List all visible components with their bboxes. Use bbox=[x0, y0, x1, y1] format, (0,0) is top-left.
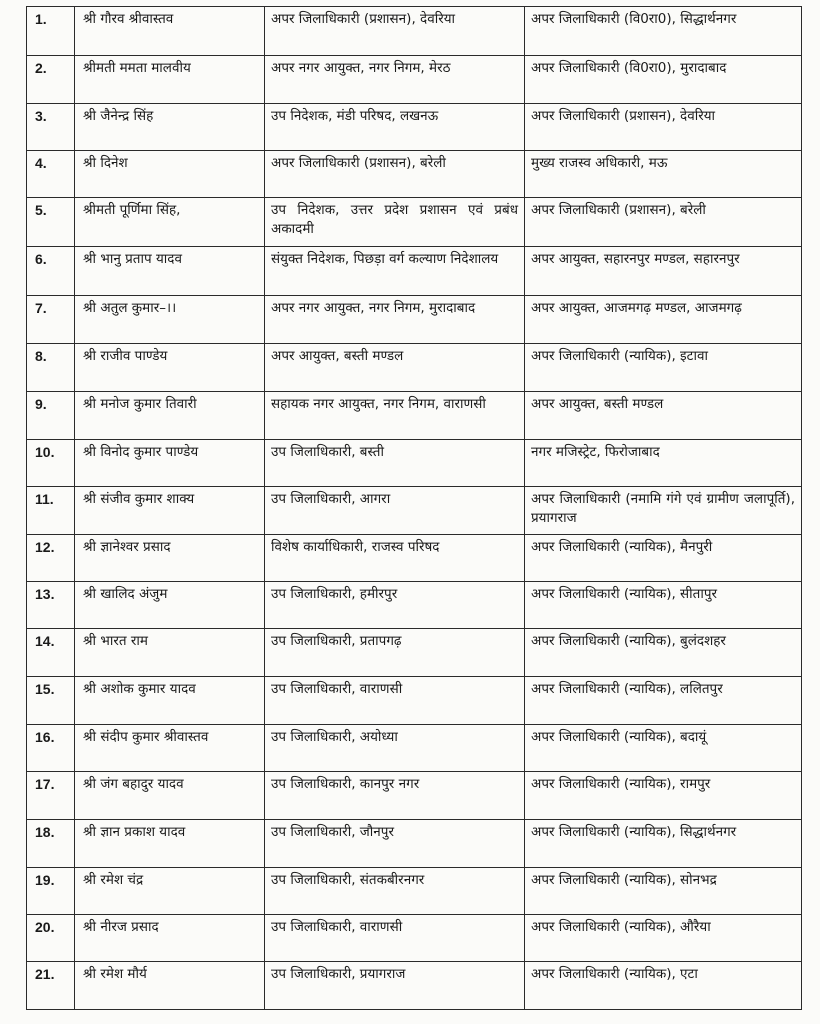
current-post-cell: उप जिलाधिकारी, हमीरपुर bbox=[265, 582, 525, 629]
officer-name-cell: श्री नीरज प्रसाद bbox=[75, 915, 265, 962]
table-row bbox=[27, 868, 802, 915]
table-row bbox=[27, 198, 802, 247]
officer-name-cell: श्री संजीव कुमार शाक्य bbox=[75, 487, 265, 535]
table-row bbox=[27, 582, 802, 629]
serial-number-cell: 21. bbox=[27, 962, 75, 1010]
new-post-cell: अपर आयुक्त, आजमगढ़ मण्डल, आजमगढ़ bbox=[525, 296, 802, 344]
officer-name-cell: श्री ज्ञान प्रकाश यादव bbox=[75, 820, 265, 868]
officer-name-cell: श्री दिनेश bbox=[75, 151, 265, 198]
serial-number-cell: 10. bbox=[27, 440, 75, 487]
current-post-cell: विशेष कार्याधिकारी, राजस्व परिषद bbox=[265, 535, 525, 582]
officer-name-cell: श्री मनोज कुमार तिवारी bbox=[75, 392, 265, 440]
new-post-cell: अपर जिलाधिकारी (न्यायिक), सीतापुर bbox=[525, 582, 802, 629]
new-post-cell: अपर जिलाधिकारी (न्यायिक), ललितपुर bbox=[525, 677, 802, 725]
current-post-cell: उप जिलाधिकारी, प्रयागराज bbox=[265, 962, 525, 1010]
serial-number-cell: 6. bbox=[27, 247, 75, 296]
serial-number-cell: 2. bbox=[27, 56, 75, 104]
table-row bbox=[27, 296, 802, 344]
new-post-cell: अपर जिलाधिकारी (न्यायिक), सोनभद्र bbox=[525, 868, 802, 915]
officer-name-cell: श्री रमेश चंद्र bbox=[75, 868, 265, 915]
current-post-cell: उप जिलाधिकारी, कानपुर नगर bbox=[265, 772, 525, 820]
officer-name-cell: श्री ज्ञानेश्वर प्रसाद bbox=[75, 535, 265, 582]
officer-name-cell: श्रीमती पूर्णिमा सिंह, bbox=[75, 198, 265, 247]
officer-name-cell: श्रीमती ममता मालवीय bbox=[75, 56, 265, 104]
current-post-cell: उप निदेशक, मंडी परिषद, लखनऊ bbox=[265, 104, 525, 151]
table-row bbox=[27, 677, 802, 725]
current-post-cell: अपर नगर आयुक्त, नगर निगम, मुरादाबाद bbox=[265, 296, 525, 344]
transfer-list-table bbox=[26, 6, 802, 1010]
serial-number-cell: 7. bbox=[27, 296, 75, 344]
new-post-cell: अपर जिलाधिकारी (न्यायिक), औरैया bbox=[525, 915, 802, 962]
new-post-cell: नगर मजिस्ट्रेट, फिरोजाबाद bbox=[525, 440, 802, 487]
officer-name-cell: श्री भारत राम bbox=[75, 629, 265, 677]
serial-number-cell: 8. bbox=[27, 344, 75, 392]
current-post-cell: अपर जिलाधिकारी (प्रशासन), देवरिया bbox=[265, 7, 525, 56]
new-post-cell: अपर जिलाधिकारी (वि0रा0), सिद्धार्थनगर bbox=[525, 7, 802, 56]
table-row bbox=[27, 7, 802, 56]
current-post-cell: उप जिलाधिकारी, अयोध्या bbox=[265, 725, 525, 772]
current-post-cell: उप जिलाधिकारी, वाराणसी bbox=[265, 915, 525, 962]
table-row bbox=[27, 915, 802, 962]
serial-number-cell: 16. bbox=[27, 725, 75, 772]
new-post-cell: अपर आयुक्त, बस्ती मण्डल bbox=[525, 392, 802, 440]
current-post-cell: उप निदेशक, उत्तर प्रदेश प्रशासन एवं प्रबंध अकादमी bbox=[265, 198, 525, 247]
officer-name-cell: श्री खालिद अंजुम bbox=[75, 582, 265, 629]
officer-name-cell: श्री अशोक कुमार यादव bbox=[75, 677, 265, 725]
table-row bbox=[27, 487, 802, 535]
current-post-cell: संयुक्त निदेशक, पिछड़ा वर्ग कल्याण निदेशालय bbox=[265, 247, 525, 296]
new-post-cell: अपर जिलाधिकारी (न्यायिक), मैनपुरी bbox=[525, 535, 802, 582]
officer-name-cell: श्री संदीप कुमार श्रीवास्तव bbox=[75, 725, 265, 772]
new-post-cell: अपर आयुक्त, सहारनपुर मण्डल, सहारनपुर bbox=[525, 247, 802, 296]
current-post-cell: उप जिलाधिकारी, जौनपुर bbox=[265, 820, 525, 868]
table-row bbox=[27, 56, 802, 104]
serial-number-cell: 15. bbox=[27, 677, 75, 725]
serial-number-cell: 4. bbox=[27, 151, 75, 198]
serial-number-cell: 1. bbox=[27, 7, 75, 56]
table-row bbox=[27, 535, 802, 582]
new-post-cell: मुख्य राजस्व अधिकारी, मऊ bbox=[525, 151, 802, 198]
current-post-cell: अपर जिलाधिकारी (प्रशासन), बरेली bbox=[265, 151, 525, 198]
table-row bbox=[27, 392, 802, 440]
officer-name-cell: श्री जंग बहादुर यादव bbox=[75, 772, 265, 820]
serial-number-cell: 18. bbox=[27, 820, 75, 868]
serial-number-cell: 3. bbox=[27, 104, 75, 151]
new-post-cell: अपर जिलाधिकारी (प्रशासन), देवरिया bbox=[525, 104, 802, 151]
current-post-cell: उप जिलाधिकारी, वाराणसी bbox=[265, 677, 525, 725]
new-post-cell: अपर जिलाधिकारी (प्रशासन), बरेली bbox=[525, 198, 802, 247]
serial-number-cell: 11. bbox=[27, 487, 75, 535]
table-row bbox=[27, 629, 802, 677]
table-row bbox=[27, 247, 802, 296]
new-post-cell: अपर जिलाधिकारी (न्यायिक), बदायूं bbox=[525, 725, 802, 772]
serial-number-cell: 20. bbox=[27, 915, 75, 962]
table-row bbox=[27, 725, 802, 772]
table-row bbox=[27, 440, 802, 487]
table-row bbox=[27, 151, 802, 198]
officer-name-cell: श्री विनोद कुमार पाण्डेय bbox=[75, 440, 265, 487]
new-post-cell: अपर जिलाधिकारी (न्यायिक), सिद्धार्थनगर bbox=[525, 820, 802, 868]
current-post-cell: उप जिलाधिकारी, आगरा bbox=[265, 487, 525, 535]
serial-number-cell: 14. bbox=[27, 629, 75, 677]
table-row bbox=[27, 344, 802, 392]
officer-name-cell: श्री रमेश मौर्य bbox=[75, 962, 265, 1010]
new-post-cell: अपर जिलाधिकारी (न्यायिक), रामपुर bbox=[525, 772, 802, 820]
officer-name-cell: श्री गौरव श्रीवास्तव bbox=[75, 7, 265, 56]
new-post-cell: अपर जिलाधिकारी (नमामि गंगे एवं ग्रामीण जलापूर्ति), प्रयागराज bbox=[525, 487, 802, 535]
serial-number-cell: 5. bbox=[27, 198, 75, 247]
table-body bbox=[27, 7, 802, 1010]
officer-name-cell: श्री जैनेन्द्र सिंह bbox=[75, 104, 265, 151]
serial-number-cell: 19. bbox=[27, 868, 75, 915]
new-post-cell: अपर जिलाधिकारी (न्यायिक), एटा bbox=[525, 962, 802, 1010]
current-post-cell: सहायक नगर आयुक्त, नगर निगम, वाराणसी bbox=[265, 392, 525, 440]
current-post-cell: उप जिलाधिकारी, संतकबीरनगर bbox=[265, 868, 525, 915]
current-post-cell: उप जिलाधिकारी, बस्ती bbox=[265, 440, 525, 487]
serial-number-cell: 9. bbox=[27, 392, 75, 440]
officer-name-cell: श्री अतुल कुमार–।। bbox=[75, 296, 265, 344]
current-post-cell: उप जिलाधिकारी, प्रतापगढ़ bbox=[265, 629, 525, 677]
table-row bbox=[27, 104, 802, 151]
new-post-cell: अपर जिलाधिकारी (वि0रा0), मुरादाबाद bbox=[525, 56, 802, 104]
serial-number-cell: 13. bbox=[27, 582, 75, 629]
new-post-cell: अपर जिलाधिकारी (न्यायिक), बुलंदशहर bbox=[525, 629, 802, 677]
table-row bbox=[27, 820, 802, 868]
table-row bbox=[27, 962, 802, 1010]
serial-number-cell: 12. bbox=[27, 535, 75, 582]
officer-name-cell: श्री भानु प्रताप यादव bbox=[75, 247, 265, 296]
new-post-cell: अपर जिलाधिकारी (न्यायिक), इटावा bbox=[525, 344, 802, 392]
table-row bbox=[27, 772, 802, 820]
officer-name-cell: श्री राजीव पाण्डेय bbox=[75, 344, 265, 392]
current-post-cell: अपर नगर आयुक्त, नगर निगम, मेरठ bbox=[265, 56, 525, 104]
current-post-cell: अपर आयुक्त, बस्ती मण्डल bbox=[265, 344, 525, 392]
serial-number-cell: 17. bbox=[27, 772, 75, 820]
